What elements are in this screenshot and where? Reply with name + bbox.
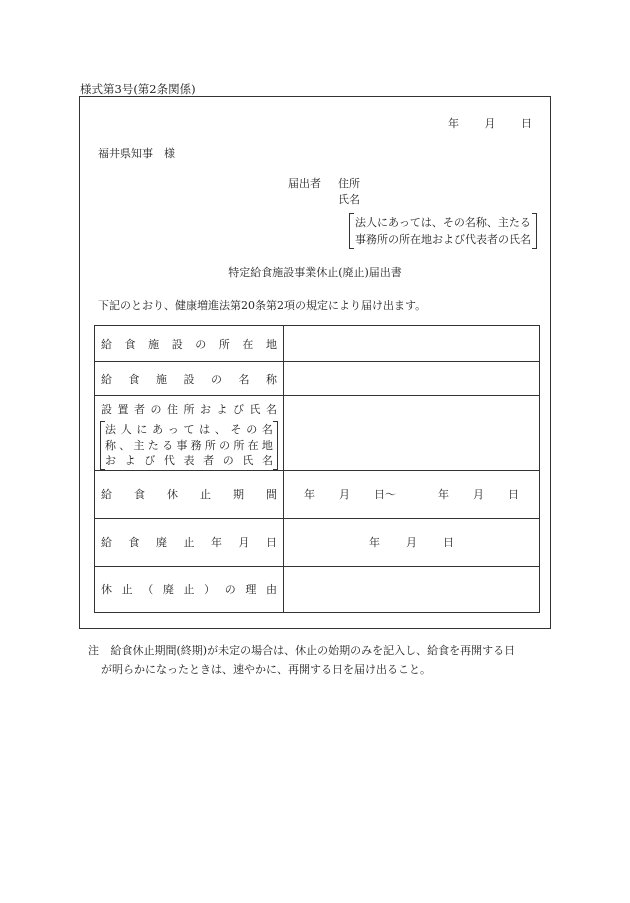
row-label xyxy=(95,326,284,362)
date-day-label: 日 xyxy=(521,117,532,130)
notifier-address-label: 住所 xyxy=(338,177,360,190)
installer-note-line-1: 法 人 に あ っ て は 、 そ の 名 xyxy=(105,423,273,436)
facility-address-field[interactable] xyxy=(284,326,540,362)
corporate-note-line: 法人にあっては、その名称、主たる xyxy=(355,216,531,229)
row-label xyxy=(95,362,284,396)
row-label xyxy=(95,470,284,518)
spread-label: 給 食 施 設 の 名 称 xyxy=(101,372,277,386)
date-year-label: 年 xyxy=(448,117,459,130)
submission-date xyxy=(426,115,532,131)
notifier-label: 届出者 xyxy=(288,177,321,190)
spread-label: 給 食 施 設 の 所 在 地 xyxy=(101,337,277,351)
row-label xyxy=(95,566,284,612)
intro-text: 下記のとおり、健康増進法第20条第2項の規定により届け出ます。 xyxy=(98,299,427,312)
spread-label: 休 止 （ 廃 止 ） の 理 由 xyxy=(101,583,277,596)
notifier-name-label: 氏名 xyxy=(338,193,360,206)
installer-corp-note xyxy=(101,421,277,470)
reason-field[interactable] xyxy=(284,566,540,612)
date-month-label: 月 xyxy=(484,117,496,130)
row-label xyxy=(95,396,284,471)
spread-label: 設 置 者 の 住 所 お よ び 氏 名 xyxy=(101,403,277,416)
spread-label: 給 食 休 止 期 間 xyxy=(101,488,277,501)
document-title: 特定給食施設事業休止(廃止)届出書 xyxy=(228,266,402,279)
spread-label: 給 食 廃 止 年 月 日 xyxy=(101,536,277,549)
installer-field[interactable] xyxy=(284,396,540,471)
notification-table xyxy=(94,325,540,613)
table-row xyxy=(95,518,540,566)
facility-name-field[interactable] xyxy=(284,362,540,396)
suspension-period-field[interactable] xyxy=(284,470,540,518)
table-row xyxy=(95,470,540,518)
table-row xyxy=(95,362,540,396)
abolition-date-field[interactable] xyxy=(284,518,540,566)
table-row xyxy=(95,326,540,362)
recipient: 福井県知事 様 xyxy=(98,147,175,160)
footnote-line-2: が明らかになったときは、速やかに、再開する日を届け出ること。 xyxy=(101,663,431,676)
installer-note-line-3: お よ び 代 表 者 の 氏 名 xyxy=(105,454,273,467)
form-number-label: 様式第3号(第2条関係) xyxy=(80,82,196,96)
row-label xyxy=(95,518,284,566)
table-row xyxy=(95,396,540,471)
corporate-note-line: 事務所の所在地および代表者の氏名 xyxy=(355,233,531,246)
footnote-marker: 注 xyxy=(88,644,99,657)
installer-note-line-2: 称 、 主 た る 事 務 所 の 所 在 地 xyxy=(105,438,273,452)
suspension-period-value: 年 月 日〜 年 月 日 xyxy=(304,488,519,501)
abolition-date-value: 年 月 日 xyxy=(369,536,454,549)
corporate-note xyxy=(351,213,535,249)
form-frame xyxy=(79,96,551,629)
footnote-line-1: 給食休止期間(終期)が未定の場合は、休止の始期のみを記入し、給食を再開する日 xyxy=(110,644,516,657)
footnote xyxy=(88,641,515,679)
table-row xyxy=(95,566,540,612)
